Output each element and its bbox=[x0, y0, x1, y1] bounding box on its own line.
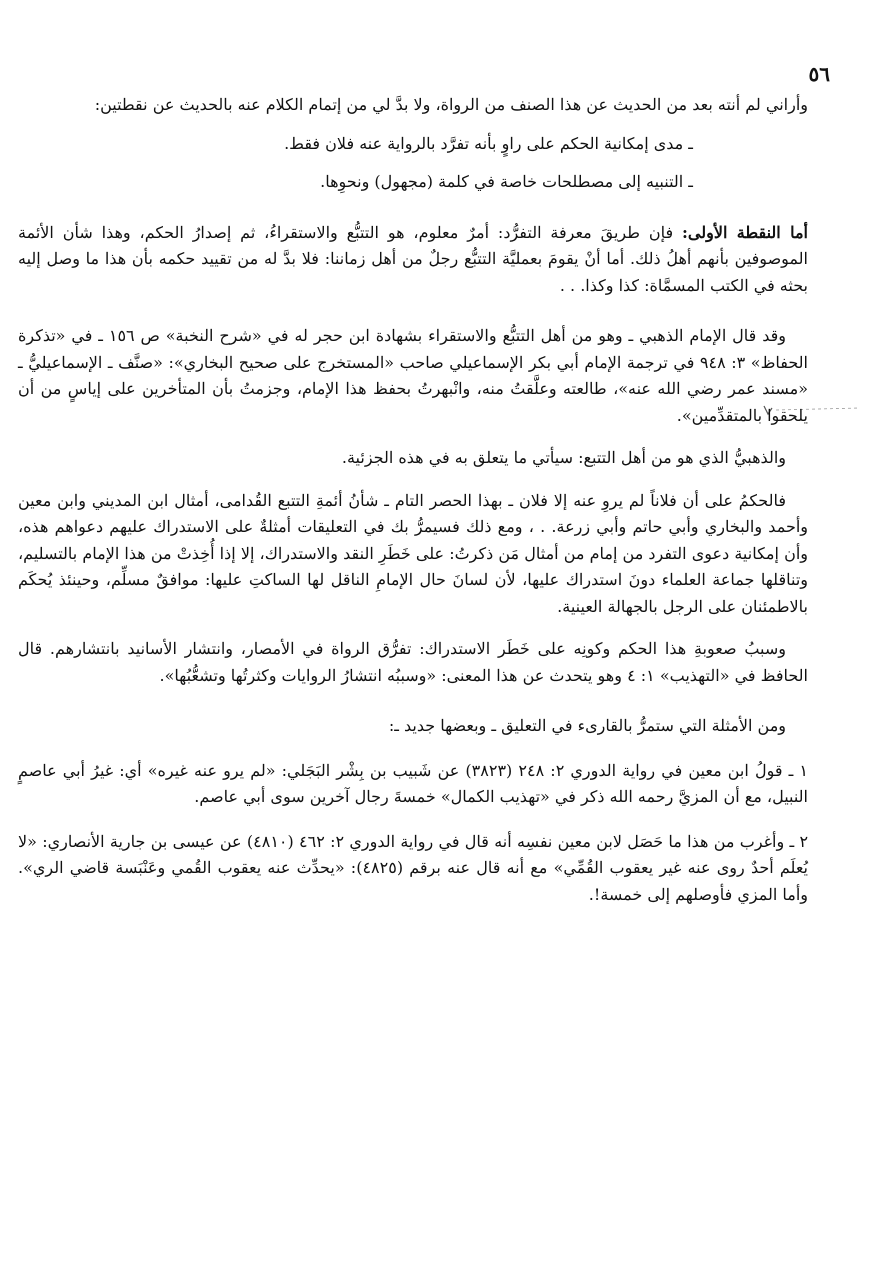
difficulty-paragraph: وسببُ صعوبةِ هذا الحكم وكونِه على خَطَر الاستدراك: تفرُّق الرواة في الأمصار، وانتشار الأسانيد بانتشارهم. قال الحافظ في «التهذيب» ١: ٤ وهو يتحدث عن هذا المعنى: «وسببُه انتشارُ الروايات وكثرتُها وتشعُّبُها». bbox=[18, 639, 808, 685]
example-two-paragraph: ٢ ـ وأغرب من هذا ما حَصَل لابن معين نفسِه أنه قال في رواية الدوري ٢: ٤٦٢ (٤٨١٠) عن عيسى بن جارية الأنصاري: «لا يُعلَم أحدٌ روى عنه غير يعقوب القُمِّي» مع أنه قال عنه برقم (٤٨٢٥): «يحدِّث عنه يعقوب القُمي وعَنْبَسة قاضي الري». وأما المزي فأوصلهم إلى خمسة!. bbox=[18, 831, 809, 904]
dhahabi-note-paragraph: والذهبيُّ الذي هو من أهل التتبع: سيأتي ما يتعلق به في هذه الجزئية. bbox=[341, 448, 786, 467]
ruling-paragraph: فالحكمُ على أن فلاناً لم يروِ عنه إلا فلان ـ بهذا الحصر التام ـ شأنُ أئمةِ التتبع القُدامى، أمثال ابن المديني وابن معين وأحمد والبخاري وأبي حاتم وأبي زرعة. . ، ومع ذلك فسيمرُّ بك في التعليقات أمثلةٌ على الاستدراك عليهم دعواهم هذه، وأن إمكانية دعوى التفرد من إمام من أمثال مَن ذكرتُ: على خَطَرِ النقد والاستدراك، إلا إذا أُخِذتْ من هذا الإمام بالتسليم، وتناقلها جماعة العلماء دونَ استدراك عليها، لأن لسانَ حال الإمامِ الناقل لها الساكتِ عليها: موافقٌ مسلِّم، وحينئذ يُحكَم بالاطمئنان على الرجل بالجهالة العينية. bbox=[18, 490, 808, 616]
page-body bbox=[18, 92, 808, 908]
list-item: ـ التنبيه إلى مصطلحات خاصة في كلمة (مجهول) ونحوِها. bbox=[320, 172, 693, 191]
dhahabi-quote-paragraph: وقد قال الإمام الذهبي ـ وهو من أهل التتبُّع والاستقراء بشهادة ابن حجر له في «شرح النخبة» ص ١٥٦ ـ في «تذكرة الحفاظ» ٣: ٩٤٨ في ترجمة الإمام أبي بكر الإسماعيلي صاحب «المستخرج على صحيح البخاري»: «صنَّف ـ الإسماعيليُّ ـ «مسند عمر رضي الله عنه»، طالعته وعلَّقتُ منه، وانْبهرتُ بحفظ هذا الإمام، وجزمتُ بأن المتأخرين على إياسٍ من أن يلحقوا بالمتقدِّمين». bbox=[18, 326, 809, 425]
point-one-paragraph bbox=[18, 220, 808, 300]
example-one-paragraph: ١ ـ قولُ ابن معين في رواية الدوري ٢: ٢٤٨ (٣٨٢٣) عن شَبيب بن بِشْر البَجَلي: «لم يرو عنه غيره» أي: غيرُ أبي عاصمٍ النبيل، مع أن المزيَّ رحمه الله ذكر في «تهذيب الكمال» خمسةَ رجال آخرين سوى أبي عاصم. bbox=[18, 760, 808, 806]
point-one-heading: أما النقطة الأولى: bbox=[682, 222, 808, 242]
page-number: ٥٦ bbox=[808, 62, 830, 86]
list-item: ـ مدى إمكانية الحكم على راوٍ بأنه تفرَّد بالرواية عنه فلان فقط. bbox=[284, 133, 693, 153]
examples-intro-paragraph: ومن الأمثلة التي ستمرُّ بالقارىء في التعليق ـ وبعضها جديد ـ: bbox=[388, 716, 786, 735]
intro-paragraph: وأراني لم أنته بعد من الحديث عن هذا الصنف من الرواة، ولا بدَّ لي من إتمام الكلام عنه بالحديث عن نقطتين: bbox=[94, 95, 808, 114]
point-one-text: فإن طريقَ معرفة التفرُّد: أمرٌ معلوم، هو التتبُّع والاستقراءُ، ثم إصدارُ الحكم، وهذا شأن الأئمة الموصوفين بأنهم أهلُ ذلك. أما أنْ يقومَ بعمليَّة التتبُّع رجلٌ من أهل زماننا: فلا بدَّ له من تقييد حكمه بأن هذا ما وصل إليه بحثه في الكتب المسمَّاة: كذا وكذا. . . bbox=[18, 222, 808, 295]
